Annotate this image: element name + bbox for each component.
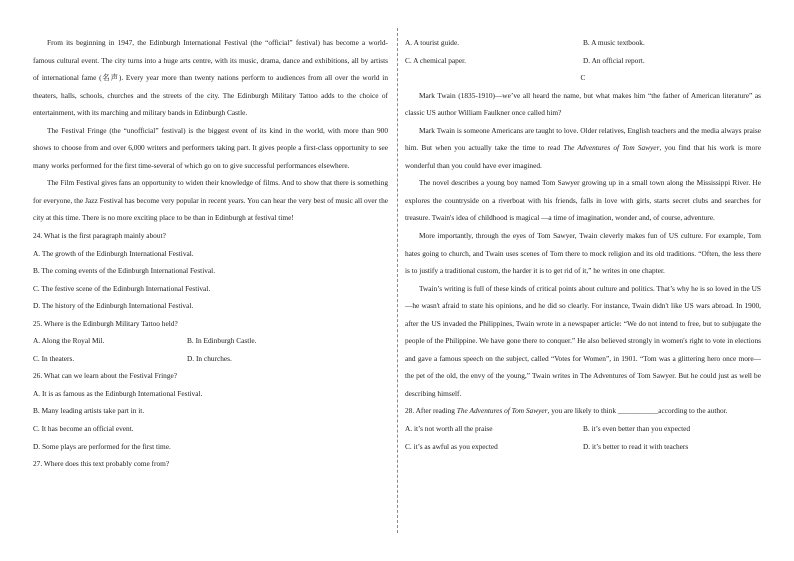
question-24-option-c: C. The festive scene of the Edinburgh International Festival. bbox=[33, 283, 211, 293]
question-27-options-row-2 bbox=[405, 52, 761, 70]
question-25: 25. Where is the Edinburgh Military Tattoo held? bbox=[33, 318, 178, 328]
passage-b-paragraph-3: The Film Festival gives fans an opportunity to widen their knowledge of films. And to show that there is something for everyone, the Jazz Festival has become very popular in recent years. You can hear the very best of music all over the city at this time. There is no more exciting place to be than in Edinburgh at festival time! bbox=[33, 178, 388, 223]
question-28-options-row-1 bbox=[405, 420, 761, 438]
question-27-options-row-1 bbox=[405, 34, 761, 52]
question-28-start: 28. After reading bbox=[405, 406, 457, 416]
section-heading-c: C bbox=[580, 73, 586, 83]
question-28-option-b: B. it’s even better than you expected bbox=[583, 424, 691, 434]
question-27: 27. Where does this text probably come from? bbox=[33, 459, 170, 469]
question-26: 26. What can we learn about the Festival Fringe? bbox=[33, 371, 178, 381]
passage-c-paragraph-5: Twain’s writing is full of these kinds of critical points about culture and politics. That’s why he is so loved in the US—he wasn't afraid to state his opinions, and he did so clearly. For instance, Twain didn't like US wars abroad. In 1900, after the US invaded the Philippines, Twain wrote in a newspaper article: “We do not intend to free, but to subjugate the people of the Philippine. We have gone there to conquer.” He also believed strongly in women's right to vote in elections and gave a famous speech on the subject, called “Votes for Women”, in 1901. “Tom was a glittering hero once more—the pet of the old, the envy of the young,” Twain writes in The Adventures of Tom Sawyer. But he could just as well be describing himself. bbox=[405, 283, 761, 398]
question-26-option-b: B. Many leading artists take part in it. bbox=[33, 406, 145, 416]
passage-c-paragraph-1: Mark Twain (1835-1910)—we’ve all heard the name, but what makes him “the father of American literature” as classic US author William Faulkner once called him? bbox=[405, 90, 761, 118]
passage-c-paragraph-2-start: Mark Twain is someone Americans are taught to love. Older relatives, English teachers and the media always praise him. But when you actually take the time to read bbox=[405, 125, 761, 153]
book-title: The Adventures of Tom Sawyer bbox=[563, 143, 660, 153]
question-27-option-a: A. A tourist guide. bbox=[405, 38, 460, 47]
question-26-option-d: D. Some plays are performed for the first time. bbox=[33, 441, 171, 451]
question-26-option-c: C. It has become an official event. bbox=[33, 424, 134, 434]
question-25-options-row-1 bbox=[33, 332, 388, 350]
left-column bbox=[33, 34, 388, 473]
passage-c-paragraph-2 bbox=[405, 122, 761, 175]
question-25-option-b: B. In Edinburgh Castle. bbox=[187, 336, 257, 346]
passage-c-paragraph-4: More importantly, through the eyes of Tom Sawyer, Twain cleverly makes fun of US culture. For example, Tom hates going to church, and Twain uses scenes of Tom there to mock religion and its old traditions. “Often, the less there is to justify a traditional custom, the harder it is to get rid of it,” he writes in one chapter. bbox=[405, 231, 761, 276]
question-25-option-d: D. In churches. bbox=[187, 353, 232, 363]
passage-b-paragraph-2: The Festival Fringe (the “unofficial” festival) is the biggest event of its kind in the world, with more than 900 shows to choose from and over 6,000 writers and performers taking part. It gives people a first-class opportunity to see many works performed for the first time-several of which go on to give successful performances elsewhere. bbox=[33, 125, 388, 170]
question-28 bbox=[405, 402, 761, 420]
question-28-options-row-2 bbox=[405, 438, 761, 456]
passage-c-paragraph-3: The novel describes a young boy named Tom Sawyer growing up in a small town along the Mississippi River. He explores the countryside on a riverboat with his friends, falls in love with girls, starts secret clubs and searches for treasure. Twain's idea of childhood is magical —a time of imagination, wonder and, of course, adventure. bbox=[405, 178, 761, 223]
question-28-book-title: The Adventures of Tom Sawyer bbox=[456, 406, 548, 416]
question-25-options-row-2 bbox=[33, 350, 388, 368]
question-28-option-d: D. it’s better to read it with teachers bbox=[583, 441, 689, 451]
column-divider bbox=[397, 28, 398, 533]
question-25-option-a: A. Along the Royal Mil. bbox=[33, 336, 105, 346]
passage-c-paragraph-2-end: , you find that his work is more wonderful than you could have ever imagined. bbox=[405, 143, 761, 170]
question-24: 24. What is the first paragraph mainly about? bbox=[33, 231, 166, 241]
question-27-option-d: D. An official report. bbox=[583, 55, 645, 65]
right-column bbox=[405, 34, 761, 455]
question-27-option-c: C. A chemical paper. bbox=[405, 55, 466, 65]
question-24-option-b: B. The coming events of the Edinburgh International Festival. bbox=[33, 266, 216, 276]
question-24-option-d: D. The history of the Edinburgh International Festival. bbox=[33, 301, 194, 311]
question-28-end: , you are likely to think ___________according to the author. bbox=[547, 406, 728, 416]
question-27-option-b: B. A music textbook. bbox=[583, 38, 645, 47]
question-28-option-a: A. it’s not worth all the praise bbox=[405, 424, 493, 434]
question-25-option-c: C. In theaters. bbox=[33, 353, 75, 363]
passage-b-paragraph-1: From its beginning in 1947, the Edinburgh International Festival (the “official” festival) has become a world-famous cultural event. The city turns into a huge arts centre, with its music, drama, dance and exhibitions, all by artists of international fame (名声). Every year more than twenty nations perform to audiences from all over the world in theaters, halls, schools, churches and the streets of the city. The Edinburgh Military Tattoo adds to the choice of entertainment, with its marching and military bands in Edinburgh Castle. bbox=[33, 38, 388, 118]
question-24-option-a: A. The growth of the Edinburgh International Festival. bbox=[33, 248, 194, 258]
question-26-option-a: A. It is as famous as the Edinburgh International Festival. bbox=[33, 388, 203, 398]
question-28-option-c: C. it’s as awful as you expected bbox=[405, 441, 498, 451]
